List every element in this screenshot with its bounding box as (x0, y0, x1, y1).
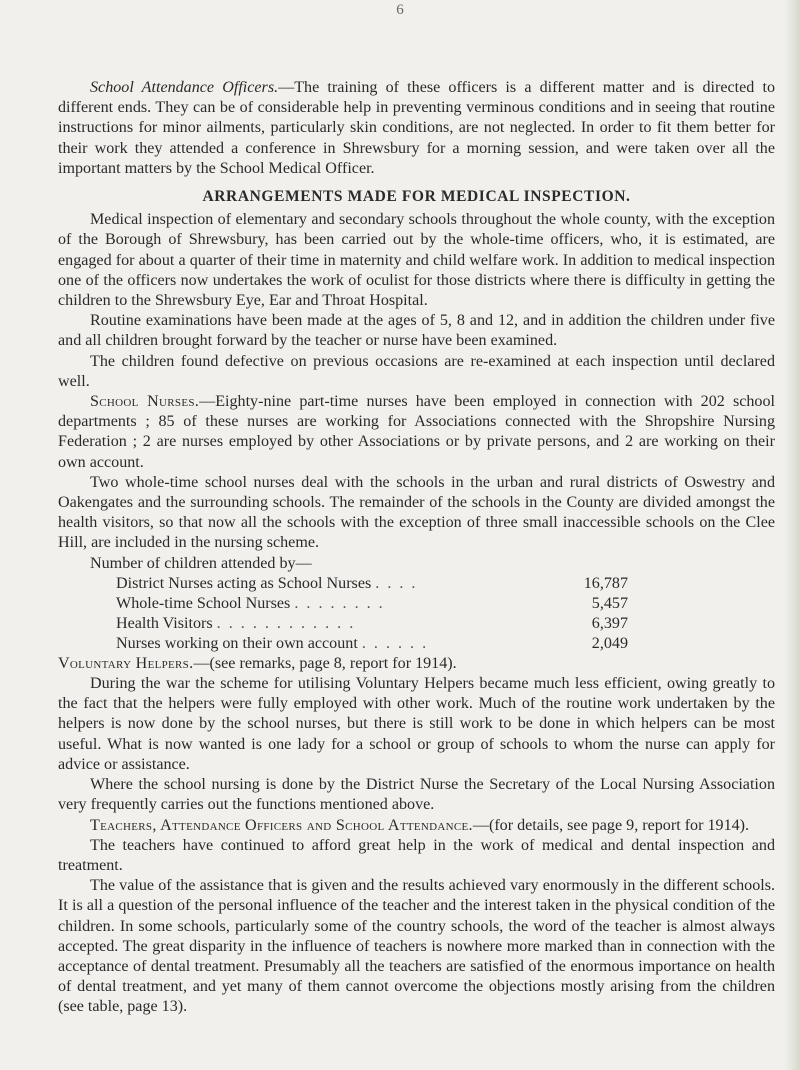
leader-dots: . . . . (375, 574, 418, 592)
leader-dots: . . . . . . (361, 634, 429, 652)
assistance-value-paragraph: The value of the assistance that is given and the results achieved vary enormously in the different schools. It is all a question of the personal influence of the teacher and the interest taken in the physical condition of the children. In some schools, particularly some of the country schools, the word of the teacher is almost always accepted. The great disparity in the influence of teachers is nowhere more marked than in connection with the acceptance of dental treatment. Presumably all the teachers are satisfied of the enormous importance on health of dental treatment, and yet many of them cannot overcome the objections mostly arising from the children (see table, page 13). (58, 877, 775, 1016)
medical-inspection-paragraph: Medical inspection of elementary and secondary schools throughout the whole county, with the exception of the Borough of Shrewsbury, has been carried out by the whole-time officers, who, it is estimated, are engaged for about a quarter of their time in maternity and child welfare work. In addition to medical inspection one of the officers now undertakes the work of oculist for those districts where there is difficulty in getting the children to the Shrewsbury Eye, Ear and Throat Hospital. (58, 211, 775, 310)
page-number: 6 (396, 2, 404, 18)
voluntary-helpers-title: Voluntary Helpers. (58, 654, 194, 672)
children-attended-intro: Number of children attended by— (90, 554, 312, 572)
page-edge-shadow (784, 0, 800, 1070)
school-attendance-officers-text: —The training of these officers is a different matter and is directed to different ends. They can be of considerable help in preventing verminous conditions and in seeing that routine instructions for minor ailments, particularly skin conditions, are not neglected. In order to fit them better for their work they attended a conference in Shrewsbury for a morning session, and were taken over all the important matters by the School Medical Officer. (58, 79, 775, 177)
voluntary-helpers-text: —(see remarks, page 8, report for 1914). (193, 654, 457, 672)
children-attended-list (58, 574, 775, 654)
routine-examinations-paragraph: Routine examinations have been made at the ages of 5, 8 and 12, and in addition the children under five and all children brought forward by the teacher or nurse have been examined. (58, 312, 775, 350)
leader-dots: . . . . . . . . . . . . (216, 614, 356, 632)
row-label: Nurses working on their own account (116, 634, 358, 652)
row-value: 2,049 (591, 634, 628, 652)
row-label: Health Visitors (116, 614, 213, 632)
section-heading: ARRANGEMENTS MADE FOR MEDICAL INSPECTION. (202, 188, 631, 206)
school-attendance-officers-paragraph (58, 78, 775, 179)
list-item (58, 574, 775, 594)
list-item (58, 634, 775, 654)
voluntary-helpers-paragraph (58, 654, 775, 674)
whole-time-nurses-paragraph: Two whole-time school nurses deal with the schools in the urban and rural districts of Oswestry and Oakengates and the surrounding schools. The remainder of the schools in the County are divided amongst the health visitors, so that now all the schools with the exception of three small inaccessible schools on the Clee Hill, are included in the nursing scheme. (58, 473, 775, 552)
leader-dots: . . . . . . . . (294, 594, 385, 612)
war-scheme-paragraph: During the war the scheme for utilising Voluntary Helpers became much less efficient, owing greatly to the fact that the helpers were fully employed with other work. Much of the routine work undertaken by the helpers is now done by the school nurses, but there is still work to be done in which helpers can be most useful. What is now wanted is one lady for a school or group of schools to whom the nurse can apply for advice or assistance. (58, 675, 775, 773)
school-nurses-text: —Eighty-nine part-time nurses have been employed in connection with 202 school departments ; 85 of these nurses are working for Associations connected with the Shropshire Nursing Federation ; 2 are nurses employed by other Associations or by private persons, and 2 are working on their own account. (58, 393, 775, 471)
teachers-text: —(for details, see page 9, report for 1914). (472, 816, 750, 834)
row-value: 16,787 (583, 574, 628, 592)
teachers-title: Teachers, Attendance Officers and School Attendance. (90, 816, 473, 834)
teachers-help-paragraph: The teachers have continued to afford great help in the work of medical and dental inspection and treatment. (58, 836, 775, 874)
page-body (58, 78, 775, 1018)
row-label: Whole-time School Nurses (116, 594, 291, 612)
list-item (58, 614, 775, 634)
row-value: 6,397 (591, 614, 628, 632)
row-label: District Nurses acting as School Nurses (116, 574, 372, 592)
school-nurses-title: School Nurses. (90, 393, 200, 411)
school-nurses-paragraph (58, 392, 775, 473)
re-examination-paragraph: The children found defective on previous occasions are re-examined at each inspection until declared well. (58, 352, 775, 390)
teachers-paragraph (58, 816, 775, 836)
list-item (58, 594, 775, 614)
school-attendance-officers-title: School Attendance Officers. (90, 79, 279, 96)
district-nurse-paragraph: Where the school nursing is done by the District Nurse the Secretary of the Local Nursing Association very frequently carries out the functions mentioned above. (58, 776, 775, 814)
row-value: 5,457 (591, 594, 628, 612)
